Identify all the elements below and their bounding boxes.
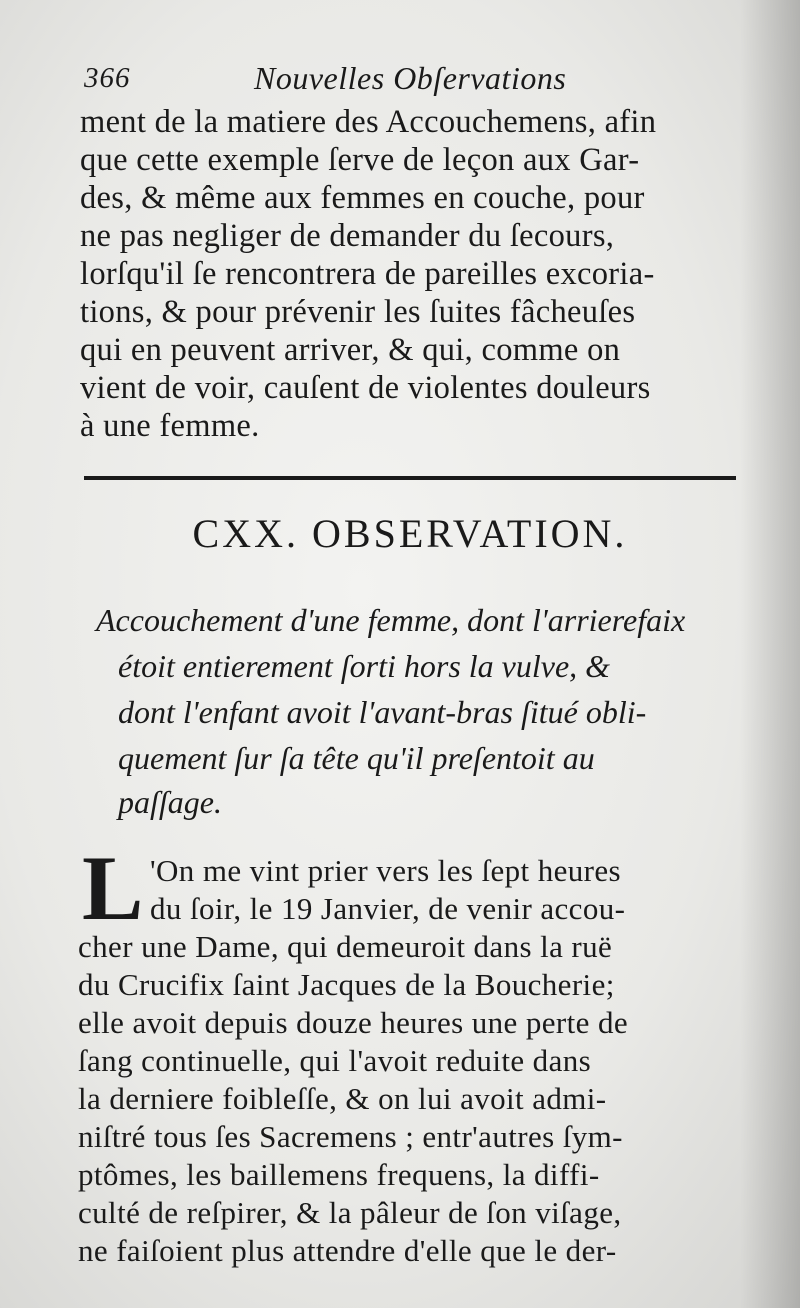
text-line: des, & même aux femmes en couche, pour bbox=[80, 180, 645, 216]
body-line: culté de reſpirer, & la pâleur de ſon viſage, bbox=[78, 1195, 622, 1230]
text-line: lorſqu'il ſe rencontrera de pareilles excoria- bbox=[80, 256, 655, 292]
text-line: qui en peuvent arriver, & qui, comme on bbox=[80, 332, 621, 368]
body-line: niſtré tous ſes Sacremens ; entr'autres ſym- bbox=[78, 1119, 623, 1154]
summary-line: dont l'enfant avoit l'avant-bras ſitué obli- bbox=[118, 694, 647, 730]
page-gutter-shadow bbox=[740, 0, 800, 1308]
body-line: du ſoir, le 19 Janvier, de venir accou- bbox=[150, 891, 626, 926]
body-line: la derniere foibleſſe, & on lui avoit admi- bbox=[78, 1081, 607, 1116]
body-line: du Crucifix ſaint Jacques de la Boucherie; bbox=[78, 967, 615, 1002]
summary-line: Accouchement d'une femme, dont l'arrierefaix bbox=[96, 602, 686, 638]
section-divider-rule bbox=[84, 476, 736, 480]
section-heading: CXX. OBSERVATION. bbox=[192, 511, 628, 556]
body-line: cher une Dame, qui demeuroit dans la ruë bbox=[78, 929, 613, 964]
text-line: à une femme. bbox=[80, 408, 260, 444]
text-line: ment de la matiere des Accouchemens, afin bbox=[80, 104, 657, 140]
running-title: Nouvelles Obſervations bbox=[254, 60, 567, 96]
body-line: ſang continuelle, qui l'avoit reduite dans bbox=[78, 1043, 592, 1078]
body-line: ptômes, les baillemens frequens, la diffi- bbox=[78, 1157, 600, 1192]
summary-line: paſſage. bbox=[118, 784, 222, 820]
drop-cap: L bbox=[82, 837, 144, 939]
body-line: elle avoit depuis douze heures une perte de bbox=[78, 1005, 629, 1040]
body-line: 'On me vint prier vers les ſept heures bbox=[150, 853, 622, 888]
text-line: tions, & pour prévenir les ſuites fâcheuſes bbox=[80, 294, 636, 330]
page-number: 366 bbox=[84, 62, 131, 94]
text-line: vient de voir, cauſent de violentes douleurs bbox=[80, 370, 651, 406]
summary-line: quement ſur ſa tête qu'il preſentoit au bbox=[118, 740, 595, 776]
summary-line: étoit entierement ſorti hors la vulve, & bbox=[118, 648, 611, 684]
body-line: ne faiſoient plus attendre d'elle que le der- bbox=[78, 1233, 617, 1268]
text-line: que cette exemple ſerve de leçon aux Gar- bbox=[80, 142, 640, 178]
running-header bbox=[84, 60, 744, 100]
text-line: ne pas negliger de demander du ſecours, bbox=[80, 218, 615, 254]
